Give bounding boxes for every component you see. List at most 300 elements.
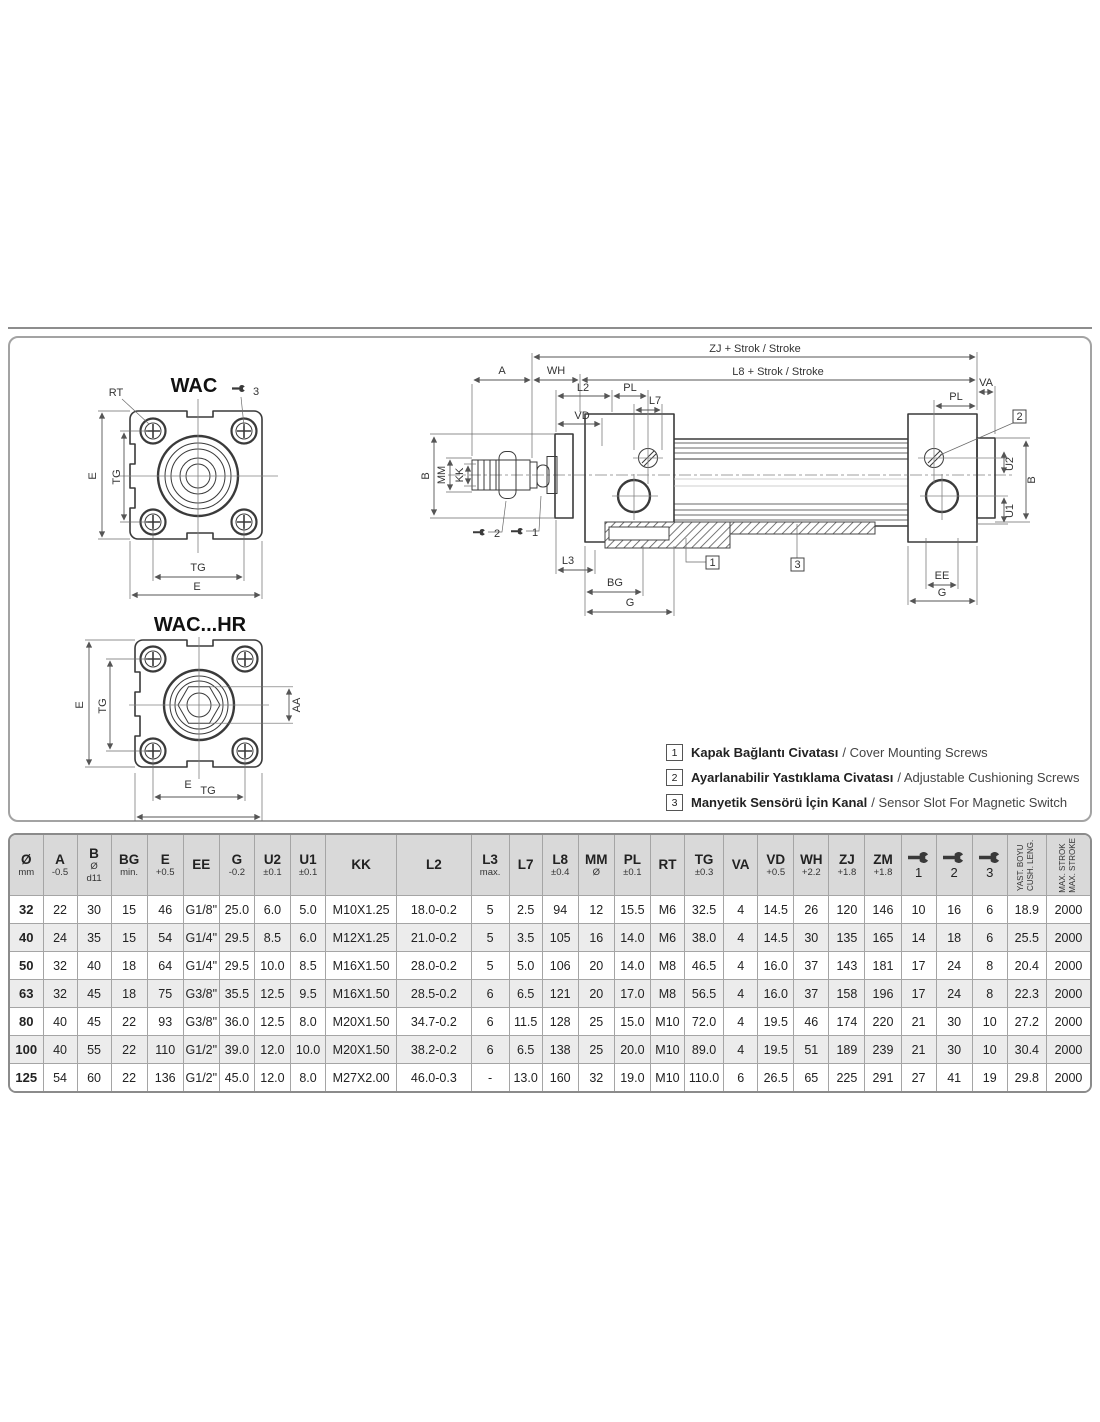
table-cell: 22 [43, 896, 77, 924]
technical-drawing-panel [8, 336, 1092, 822]
table-cell: 165 [865, 924, 901, 952]
table-cell: 60 [77, 1064, 111, 1092]
table-cell: M16X1.50 [326, 980, 397, 1008]
table-cell: 110 [147, 1036, 183, 1064]
dim-wh: WH [546, 365, 566, 377]
col-header-u1: U1 ±0.1 [291, 835, 326, 896]
side-section-view [420, 343, 1038, 616]
table-cell: M20X1.50 [326, 1036, 397, 1064]
rt-label: RT [108, 387, 124, 399]
table-cell: 5.0 [291, 896, 326, 924]
table-cell: 37 [794, 952, 829, 980]
table-cell: 15 [111, 924, 147, 952]
table-cell: 18 [936, 924, 972, 952]
table-cell: 32 [578, 1064, 614, 1092]
legend-number: 3 [666, 794, 683, 811]
table-cell: G1/4" [183, 924, 219, 952]
table-cell: 3.5 [509, 924, 542, 952]
col-header-g: G -0.2 [219, 835, 254, 896]
table-cell: 30 [936, 1008, 972, 1036]
wrench3-label: 3 [253, 386, 260, 398]
table-cell: 46 [794, 1008, 829, 1036]
table-cell: 4 [724, 1008, 758, 1036]
table-cell: 6 [724, 1064, 758, 1092]
dim-tg-bottom: TG [200, 785, 216, 797]
legend-text-tr: Manyetik Sensörü İçin Kanal [691, 795, 868, 810]
wrench-position-number: 2 [950, 865, 958, 880]
wrench-icon [473, 529, 485, 535]
table-cell: 24 [43, 924, 77, 952]
table-row-bore-80 [10, 1008, 1090, 1036]
table-cell: 10.0 [254, 952, 290, 980]
col-header-ø: Ø mm [10, 835, 43, 896]
table-cell: 20.4 [1007, 952, 1046, 980]
col-header-va: VA [724, 835, 758, 896]
table-cell: 5 [471, 896, 509, 924]
rod-callout-1: 1 [532, 527, 539, 539]
table-cell: 225 [829, 1064, 865, 1092]
table-cell: 4 [724, 896, 758, 924]
col-header-l3: L3 max. [471, 835, 509, 896]
table-cell: 16 [936, 896, 972, 924]
dim-va: VA [979, 377, 993, 389]
table-cell: 10.0 [291, 1036, 326, 1064]
table-cell: 4 [724, 1036, 758, 1064]
table-cell: 56.5 [684, 980, 723, 1008]
table-cell: 174 [829, 1008, 865, 1036]
table-cell: 6.0 [254, 896, 290, 924]
dim-u2: U2 [1004, 456, 1016, 472]
table-cell: 22 [111, 1036, 147, 1064]
table-cell: 20 [578, 952, 614, 980]
dim-g-right: G [937, 587, 947, 599]
table-cell: 30.4 [1007, 1036, 1046, 1064]
wrench-icon [232, 385, 245, 392]
table-cell: 6.0 [291, 924, 326, 952]
table-cell: 2000 [1046, 952, 1090, 980]
table-cell: 6.5 [509, 1036, 542, 1064]
dim-mm: MM [436, 465, 448, 485]
table-cell: 121 [542, 980, 578, 1008]
wrench-icon [979, 852, 1001, 863]
legend-text-en: / Cover Mounting Screws [842, 745, 988, 760]
dim-zj: ZJ + Strok / Stroke [709, 343, 801, 355]
col-header-l2: L2 [397, 835, 471, 896]
section-divider [8, 327, 1092, 329]
table-cell: 63 [10, 980, 43, 1008]
table-cell: G1/8" [183, 896, 219, 924]
table-cell: 105 [542, 924, 578, 952]
cushioning-screws [633, 390, 1008, 484]
table-cell: M8 [650, 980, 684, 1008]
table-cell: M10 [650, 1008, 684, 1036]
table-cell: M6 [650, 924, 684, 952]
table-cell: - [471, 1064, 509, 1092]
table-cell: 14.5 [758, 924, 794, 952]
table-cell: 2000 [1046, 1008, 1090, 1036]
table-cell: 143 [829, 952, 865, 980]
col-header-wrench-3 [972, 835, 1007, 896]
table-cell: 18.0-0.2 [397, 896, 471, 924]
table-cell: 5.0 [509, 952, 542, 980]
wac-hr-front-view [74, 614, 303, 821]
table-cell: 30 [794, 924, 829, 952]
dim-u1: U1 [1004, 503, 1016, 519]
dim-kk: KK [454, 467, 466, 483]
table-cell: 89.0 [684, 1036, 723, 1064]
table-cell: 19 [972, 1064, 1007, 1092]
table-cell: 160 [542, 1064, 578, 1092]
table-cell: M27X2.00 [326, 1064, 397, 1092]
table-cell: 28.0-0.2 [397, 952, 471, 980]
table-cell: 35.5 [219, 980, 254, 1008]
table-cell: 6 [471, 1036, 509, 1064]
table-cell: 37 [794, 980, 829, 1008]
table-cell: 35 [77, 924, 111, 952]
wac-title: WAC [170, 375, 218, 397]
table-row-bore-50 [10, 952, 1090, 980]
table-cell: 12.5 [254, 1008, 290, 1036]
table-cell: 18.9 [1007, 896, 1046, 924]
table-cell: 12.5 [254, 980, 290, 1008]
table-cell: 2000 [1046, 896, 1090, 924]
table-cell: 32 [10, 896, 43, 924]
table-cell: 2000 [1046, 1036, 1090, 1064]
table-cell: 8 [972, 980, 1007, 1008]
dimension-table-wrap [8, 833, 1092, 1093]
col-header-l7: L7 [509, 835, 542, 896]
table-cell: 10 [901, 896, 936, 924]
table-cell: 54 [43, 1064, 77, 1092]
table-cell: G1/2" [183, 1036, 219, 1064]
table-cell: 4 [724, 980, 758, 1008]
table-cell: 15 [111, 896, 147, 924]
table-cell: 25 [578, 1036, 614, 1064]
col-header-wrench-2 [936, 835, 972, 896]
table-cell: 14.0 [614, 952, 650, 980]
table-cell: 8.5 [291, 952, 326, 980]
table-cell: 38.2-0.2 [397, 1036, 471, 1064]
wac-hr-title: WAC...HR [153, 614, 247, 636]
table-cell: M16X1.50 [326, 952, 397, 980]
dim-e-bottom: E [193, 581, 201, 593]
table-cell: 29.5 [219, 924, 254, 952]
table-cell: 50 [10, 952, 43, 980]
col-header-yast-boyu: YAST. BOYU CUSH. LENG. [1007, 835, 1046, 896]
wrench-position-number: 3 [986, 865, 994, 880]
table-cell: 14.0 [614, 924, 650, 952]
table-cell: 5 [471, 952, 509, 980]
dim-e-left: E [87, 472, 99, 480]
table-cell: 2000 [1046, 924, 1090, 952]
dim-bg: BG [607, 577, 623, 589]
table-cell: 15.0 [614, 1008, 650, 1036]
table-cell: 45 [77, 1008, 111, 1036]
wrench-position-number: 1 [914, 865, 923, 880]
table-cell: 4 [724, 952, 758, 980]
table-cell: 30 [77, 896, 111, 924]
table-cell: 27 [901, 1064, 936, 1092]
table-cell: 14.5 [758, 896, 794, 924]
table-cell: 41 [936, 1064, 972, 1092]
col-header-zj: ZJ +1.8 [829, 835, 865, 896]
table-cell: 54 [147, 924, 183, 952]
cylinder-barrel [674, 439, 908, 526]
legend-item-1 [666, 744, 1079, 761]
table-cell: M20X1.50 [326, 1008, 397, 1036]
table-cell: 72.0 [684, 1008, 723, 1036]
table-cell: 189 [829, 1036, 865, 1064]
callout-2: 2 [1016, 411, 1023, 423]
header-row [10, 835, 1090, 896]
table-cell: 80 [10, 1008, 43, 1036]
legend-text-tr: Kapak Bağlantı Civatası [691, 745, 839, 760]
wrench-icon [943, 852, 965, 863]
table-cell: 25 [578, 1008, 614, 1036]
table-cell: 138 [542, 1036, 578, 1064]
legend-number: 2 [666, 769, 683, 786]
dim-l3: L3 [561, 555, 575, 567]
table-cell: 21 [901, 1008, 936, 1036]
col-header-rt: RT [650, 835, 684, 896]
table-cell: 8.5 [254, 924, 290, 952]
table-cell: 40 [43, 1008, 77, 1036]
table-cell: 19.5 [758, 1008, 794, 1036]
col-header-zm: ZM +1.8 [865, 835, 901, 896]
col-header-e: E +0.5 [147, 835, 183, 896]
table-cell: 135 [829, 924, 865, 952]
table-cell: 25.5 [1007, 924, 1046, 952]
table-cell: 21.0-0.2 [397, 924, 471, 952]
table-cell: 110.0 [684, 1064, 723, 1092]
table-cell: 19.0 [614, 1064, 650, 1092]
table-cell: 75 [147, 980, 183, 1008]
table-cell: 146 [865, 896, 901, 924]
dim-l7: L7 [648, 395, 662, 407]
col-header-b: B Ø d11 [77, 835, 111, 896]
table-cell: 18 [111, 952, 147, 980]
rod-callout-2: 2 [494, 528, 501, 540]
table-cell: G3/8" [183, 1008, 219, 1036]
table-cell: 46.0-0.3 [397, 1064, 471, 1092]
table-cell: 8.0 [291, 1064, 326, 1092]
table-cell: 181 [865, 952, 901, 980]
table-cell: 12 [578, 896, 614, 924]
table-cell: 14 [901, 924, 936, 952]
table-cell: 51 [794, 1036, 829, 1064]
table-cell: G3/8" [183, 980, 219, 1008]
col-header-max-strok: MAX. STROK MAX. STROKE [1046, 835, 1090, 896]
table-cell: 24 [936, 952, 972, 980]
table-cell: 125 [10, 1064, 43, 1092]
table-cell: 46.5 [684, 952, 723, 980]
table-cell: 6 [471, 1008, 509, 1036]
table-cell: 30 [936, 1036, 972, 1064]
table-cell: 11.5 [509, 1008, 542, 1036]
table-cell: 4 [724, 924, 758, 952]
table-cell: 45.0 [219, 1064, 254, 1092]
front-mounting-plate [555, 434, 573, 518]
col-header-wh: WH +2.2 [794, 835, 829, 896]
table-cell: M12X1.25 [326, 924, 397, 952]
callout-3: 3 [794, 559, 801, 571]
table-cell: 12.0 [254, 1036, 290, 1064]
table-cell: M6 [650, 896, 684, 924]
table-cell: 17 [901, 952, 936, 980]
table-cell: 18 [111, 980, 147, 1008]
dim-b-right: B [1026, 476, 1038, 484]
callout-1: 1 [709, 557, 716, 569]
table-cell: 29.5 [219, 952, 254, 980]
dim-g-left: G [625, 597, 635, 609]
col-header-a: A -0.5 [43, 835, 77, 896]
table-cell: 6 [972, 924, 1007, 952]
dim-ee: EE [934, 570, 950, 582]
air-ports [612, 474, 1008, 520]
table-cell: 28.5-0.2 [397, 980, 471, 1008]
table-cell: 13.0 [509, 1064, 542, 1092]
table-cell: 8 [972, 952, 1007, 980]
table-cell: 32 [43, 980, 77, 1008]
table-cell: 93 [147, 1008, 183, 1036]
legend-text-tr: Ayarlanabilir Yastıklama Civatası [691, 770, 894, 785]
col-header-pl: PL ±0.1 [614, 835, 650, 896]
table-cell: 19.5 [758, 1036, 794, 1064]
table-cell: 24 [936, 980, 972, 1008]
table-cell: 25.0 [219, 896, 254, 924]
table-cell: 6 [471, 980, 509, 1008]
end-plate [977, 438, 995, 518]
dim-tg-left: TG [111, 469, 123, 485]
dim-l2: L2 [576, 382, 590, 394]
legend-number: 1 [666, 744, 683, 761]
col-header-mm: MM Ø [578, 835, 614, 896]
table-cell: 196 [865, 980, 901, 1008]
table-cell: 100 [10, 1036, 43, 1064]
table-cell: 239 [865, 1036, 901, 1064]
table-row-bore-32 [10, 896, 1090, 924]
table-cell: M10X1.25 [326, 896, 397, 924]
legend-item-3 [666, 794, 1079, 811]
legend-item-2 [666, 769, 1079, 786]
table-cell: 16.0 [758, 952, 794, 980]
table-cell: 291 [865, 1064, 901, 1092]
table-cell: M8 [650, 952, 684, 980]
table-cell: 55 [77, 1036, 111, 1064]
col-header-ee: EE [183, 835, 219, 896]
dim-aa: AA [291, 697, 303, 713]
table-cell: 17.0 [614, 980, 650, 1008]
table-cell: 9.5 [291, 980, 326, 1008]
table-cell: 26 [794, 896, 829, 924]
table-row-bore-100 [10, 1036, 1090, 1064]
wrench-icon [511, 528, 523, 534]
table-cell: 26.5 [758, 1064, 794, 1092]
dim-pl-left: PL [623, 382, 637, 394]
wrench-icon [908, 852, 930, 863]
table-cell: 21 [901, 1036, 936, 1064]
table-cell: 36.0 [219, 1008, 254, 1036]
table-row-bore-125 [10, 1064, 1090, 1092]
table-cell: 32.5 [684, 896, 723, 924]
table-cell: 16 [578, 924, 614, 952]
table-cell: 34.7-0.2 [397, 1008, 471, 1036]
table-cell: 65 [794, 1064, 829, 1092]
dim-tg-left: TG [97, 698, 109, 714]
table-cell: 10 [972, 1008, 1007, 1036]
sensor-slot-section [605, 522, 875, 548]
dim-vd: VD [574, 410, 590, 422]
col-header-bg: BG min. [111, 835, 147, 896]
table-cell: 136 [147, 1064, 183, 1092]
table-cell: 2000 [1046, 1064, 1090, 1092]
table-cell: 32 [43, 952, 77, 980]
table-cell: 6.5 [509, 980, 542, 1008]
wac-front-view [87, 375, 278, 599]
table-cell: 2000 [1046, 980, 1090, 1008]
table-cell: 220 [865, 1008, 901, 1036]
table-cell: 22 [111, 1064, 147, 1092]
col-header-kk: KK [326, 835, 397, 896]
table-cell: M10 [650, 1064, 684, 1092]
table-cell: 16.0 [758, 980, 794, 1008]
dim-e-bottom: E [184, 779, 192, 791]
table-cell: 106 [542, 952, 578, 980]
col-header-tg: TG ±0.3 [684, 835, 723, 896]
table-row-bore-63 [10, 980, 1090, 1008]
table-cell: 39.0 [219, 1036, 254, 1064]
legend [666, 744, 1079, 819]
table-cell: M10 [650, 1036, 684, 1064]
col-header-vd: VD +0.5 [758, 835, 794, 896]
dimension-table [10, 835, 1090, 1091]
table-cell: 5 [471, 924, 509, 952]
table-cell: 38.0 [684, 924, 723, 952]
table-cell: 12.0 [254, 1064, 290, 1092]
legend-text-en: / Sensor Slot For Magnetic Switch [871, 795, 1068, 810]
table-cell: 20 [578, 980, 614, 1008]
dim-tg-bottom: TG [190, 562, 206, 574]
col-header-l8: L8 ±0.4 [542, 835, 578, 896]
table-cell: 20.0 [614, 1036, 650, 1064]
table-cell: 64 [147, 952, 183, 980]
table-cell: 128 [542, 1008, 578, 1036]
table-cell: 6 [972, 896, 1007, 924]
table-cell: 22.3 [1007, 980, 1046, 1008]
dim-e-left: E [74, 701, 86, 709]
table-cell: 45 [77, 980, 111, 1008]
table-cell: G1/2" [183, 1064, 219, 1092]
table-cell: 29.8 [1007, 1064, 1046, 1092]
table-cell: 120 [829, 896, 865, 924]
table-cell: 17 [901, 980, 936, 1008]
table-cell: 46 [147, 896, 183, 924]
dim-a: A [498, 365, 506, 377]
col-header-wrench-1 [901, 835, 936, 896]
table-cell: 158 [829, 980, 865, 1008]
table-cell: 22 [111, 1008, 147, 1036]
dim-b-left: B [420, 472, 432, 480]
table-cell: 40 [43, 1036, 77, 1064]
table-cell: 15.5 [614, 896, 650, 924]
dim-pl-right: PL [949, 391, 963, 403]
table-cell: 27.2 [1007, 1008, 1046, 1036]
table-cell: 40 [10, 924, 43, 952]
table-cell: 10 [972, 1036, 1007, 1064]
table-cell: 40 [77, 952, 111, 980]
table-cell: 8.0 [291, 1008, 326, 1036]
cap-end [908, 414, 977, 542]
